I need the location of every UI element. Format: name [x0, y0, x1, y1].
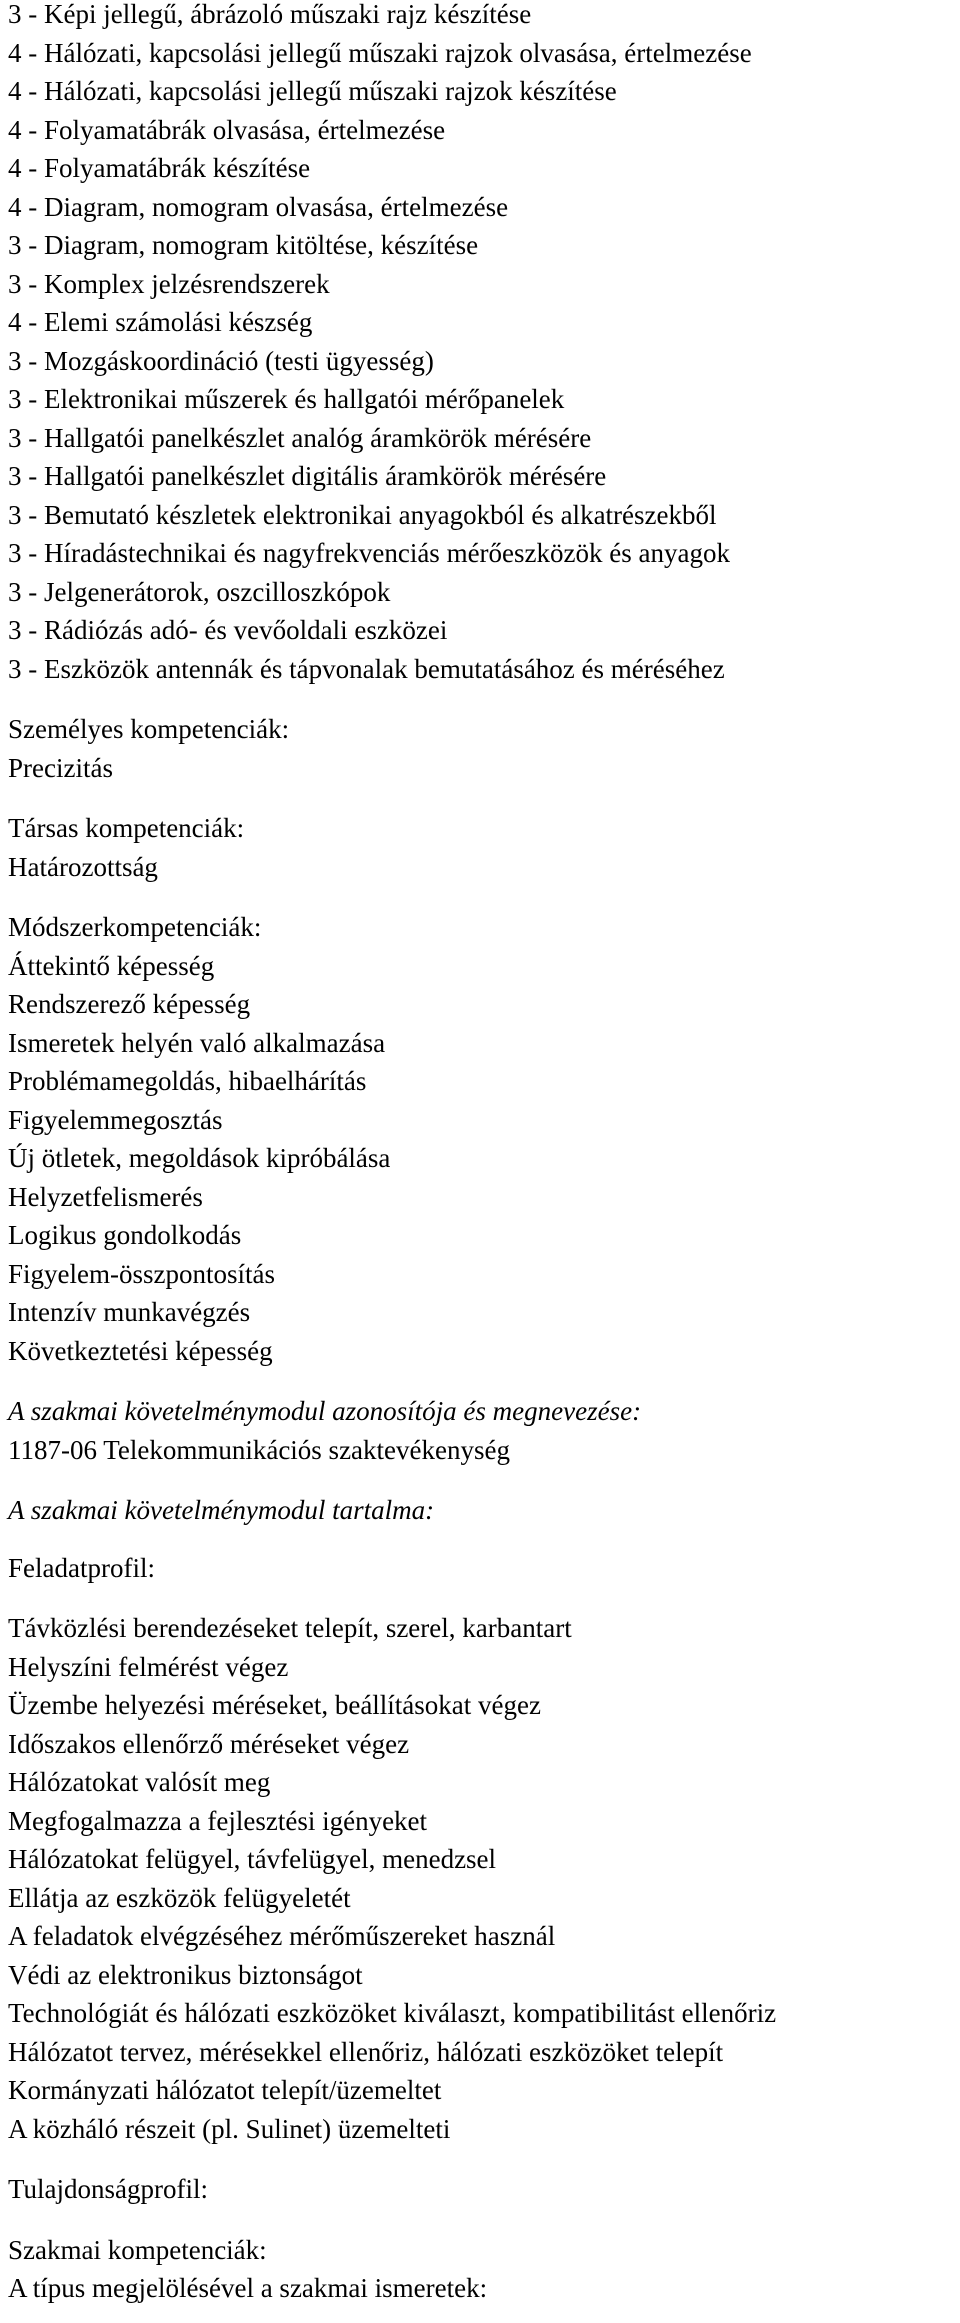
competency-item: Új ötletek, megoldások kipróbálása [8, 1143, 391, 1173]
competency-item: Intenzív munkavégzés [8, 1297, 251, 1327]
module-id-label: A szakmai követelménymodul azonosítója és megnevezése: [8, 1396, 642, 1426]
competency-item: Logikus gondolkodás [8, 1220, 242, 1250]
skills-list-item: 4 - Hálózati, kapcsolási jellegű műszaki rajzok olvasása, értelmezése [8, 37, 752, 68]
task-item: Hálózatokat valósít meg [8, 1767, 271, 1797]
skills-list [8, 0, 960, 688]
section-heading: Társas kompetenciák: [8, 813, 245, 843]
section-heading: Feladatprofil: [8, 1552, 155, 1583]
task-profile-list [8, 1609, 960, 2148]
skills-list-item: 3 - Képi jellegű, ábrázoló műszaki rajz készítése [8, 0, 532, 29]
personal-competencies [8, 710, 960, 787]
task-item: Hálózatot tervez, mérésekkel ellenőriz, hálózati eszközöket telepít [8, 2036, 724, 2067]
section-heading: Szakmai kompetenciák: [8, 2234, 267, 2265]
skills-list-item: 3 - Mozgáskoordináció (testi ügyesség) [8, 345, 434, 376]
task-item: Helyszíni felmérést végez [8, 1651, 289, 1682]
task-item: Időszakos ellenőrző méréseket végez [8, 1728, 410, 1759]
method-competencies [8, 908, 960, 1370]
skills-list-item: 3 - Bemutató készletek elektronikai anyagokból és alkatrészekből [8, 499, 717, 530]
skills-list-item: 3 - Rádiózás adó- és vevőoldali eszközei [8, 615, 448, 645]
competency-item: Rendszerező képesség [8, 989, 251, 1019]
section-heading: Módszerkompetenciák: [8, 912, 262, 942]
skills-list-item: 3 - Hallgatói panelkészlet digitális áramkörök mérésére [8, 461, 607, 491]
competency-item: Figyelem-összpontosítás [8, 1258, 275, 1289]
module-identifier [8, 1392, 960, 1469]
task-item: Üzembe helyezési méréseket, beállításokat végez [8, 1690, 541, 1720]
task-item: Technológiát és hálózati eszközöket kiválaszt, kompatibilitást ellenőriz [8, 1998, 777, 2028]
competency-item: Precizitás [8, 752, 113, 783]
section-subheading: A típus megjelölésével a szakmai ismeretek: [8, 2273, 488, 2303]
competency-item: Áttekintő képesség [8, 950, 215, 981]
skills-list-item: 3 - Híradástechnikai és nagyfrekvenciás mérőeszközök és anyagok [8, 538, 730, 568]
task-item: Ellátja az eszközök felügyeletét [8, 1882, 351, 1913]
skills-list-item: 4 - Folyamatábrák olvasása, értelmezése [8, 114, 446, 145]
competency-item: Helyzetfelismerés [8, 1181, 203, 1212]
task-item: A feladatok elvégzéséhez mérőműszereket használ [8, 1921, 556, 1951]
skills-list-item: 3 - Diagram, nomogram kitöltése, készítése [8, 230, 479, 260]
skills-list-item: 3 - Eszközök antennák és tápvonalak bemutatásához és méréséhez [8, 653, 725, 684]
skills-list-item: 3 - Komplex jelzésrendszerek [8, 268, 330, 299]
task-item: Távközlési berendezéseket telepít, szerel, karbantart [8, 1613, 572, 1643]
task-item: Védi az elektronikus biztonságot [8, 1959, 363, 1990]
professional-competencies [8, 2231, 960, 2308]
competency-item: Következtetési képesség [8, 1335, 273, 1366]
skills-list-item: 3 - Hallgatói panelkészlet analóg áramkörök mérésére [8, 422, 592, 453]
section-heading: Személyes kompetenciák: [8, 714, 290, 744]
task-item: Hálózatokat felügyel, távfelügyel, menedzsel [8, 1844, 497, 1874]
competency-item: Ismeretek helyén való alkalmazása [8, 1027, 386, 1058]
skills-list-item: 3 - Elektronikai műszerek és hallgatói mérőpanelek [8, 384, 565, 414]
skills-list-item: 4 - Folyamatábrák készítése [8, 153, 311, 183]
task-item: Kormányzati hálózatot telepít/üzemeltet [8, 2075, 442, 2105]
competency-item: Problémamegoldás, hibaelhárítás [8, 1066, 367, 1096]
competency-item: Figyelemmegosztás [8, 1104, 223, 1135]
module-content-label: A szakmai követelménymodul tartalma: [8, 1495, 435, 1525]
module-id-value: 1187-06 Telekommunikációs szaktevékenység [8, 1434, 510, 1465]
competency-item: Határozottság [8, 851, 158, 882]
task-item: A közháló részeit (pl. Sulinet) üzemelteti [8, 2113, 451, 2144]
social-competencies [8, 809, 960, 886]
skills-list-item: 3 - Jelgenerátorok, oszcilloszkópok [8, 576, 391, 607]
task-item: Megfogalmazza a fejlesztési igényeket [8, 1805, 428, 1836]
skills-list-item: 4 - Diagram, nomogram olvasása, értelmezése [8, 191, 509, 222]
skills-list-item: 4 - Hálózati, kapcsolási jellegű műszaki rajzok készítése [8, 76, 617, 106]
section-heading: Tulajdonságprofil: [8, 2174, 209, 2204]
skills-list-item: 4 - Elemi számolási készség [8, 307, 313, 337]
